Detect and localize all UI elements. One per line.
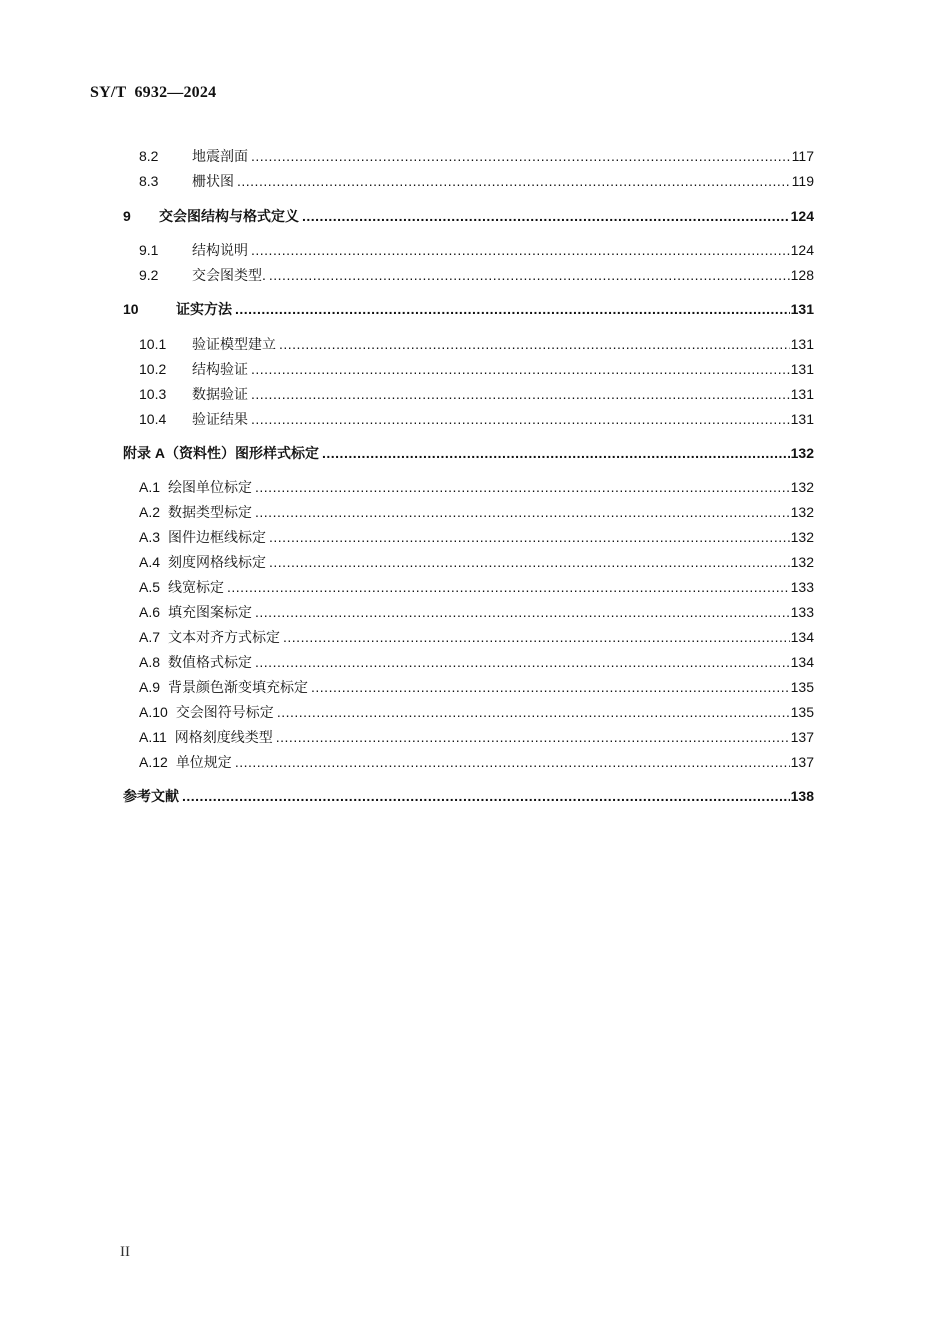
toc-entry-page: 134 xyxy=(790,654,814,670)
toc-dot-leader xyxy=(251,408,790,430)
toc-entry-number: A.12 xyxy=(139,754,168,770)
toc-dot-leader xyxy=(182,785,790,807)
toc-entry-title: 验证模型建立 xyxy=(192,336,276,352)
toc-entry-page: 132 xyxy=(790,504,814,520)
toc-entry-title: 图件边框线标定 xyxy=(168,529,267,545)
toc-entry[interactable] xyxy=(139,576,814,598)
toc-entry-number: A.9 xyxy=(139,679,161,695)
toc-entry-number: A.2 xyxy=(139,504,161,520)
toc-entry-page: 132 xyxy=(790,445,814,461)
toc-entry[interactable] xyxy=(139,726,814,748)
toc-entry[interactable] xyxy=(139,501,814,523)
toc-entry-number: 10.4 xyxy=(139,411,167,427)
toc-entry-title: 刻度网格线标定 xyxy=(168,554,267,570)
toc-entry-page: 133 xyxy=(790,604,814,620)
toc-entry[interactable] xyxy=(139,264,814,286)
toc-dot-leader xyxy=(235,298,790,320)
toc-entry-page: 138 xyxy=(790,788,814,804)
toc-entry-title: 文本对齐方式标定 xyxy=(168,629,281,645)
toc-dot-leader xyxy=(302,205,790,227)
toc-entry-page: 132 xyxy=(790,529,814,545)
toc-dot-leader xyxy=(251,383,790,405)
toc-dot-leader xyxy=(269,551,790,573)
toc-dot-leader xyxy=(311,676,790,698)
toc-entry[interactable] xyxy=(139,383,814,405)
toc-entry-title: 填充图案标定 xyxy=(168,604,253,620)
toc-entry-title: 线宽标定 xyxy=(168,579,225,595)
toc-entry[interactable] xyxy=(139,601,814,623)
toc-entry-page: 137 xyxy=(790,754,814,770)
toc-entry[interactable] xyxy=(123,298,814,320)
toc-entry-page: 124 xyxy=(790,242,814,258)
toc-entry-title: 地震剖面 xyxy=(192,148,248,164)
toc-entry-page: 131 xyxy=(790,411,814,427)
toc-dot-leader xyxy=(251,239,790,261)
toc-entry-page: 124 xyxy=(790,208,814,224)
toc-entry-number: A.7 xyxy=(139,629,161,645)
toc-entry-title: 栅状图 xyxy=(192,173,234,189)
toc-entry[interactable] xyxy=(139,333,814,355)
toc-dot-leader xyxy=(251,358,790,380)
toc-entry-number: A.4 xyxy=(139,554,161,570)
toc-dot-leader xyxy=(227,576,790,598)
toc-entry-page: 137 xyxy=(790,729,814,745)
toc-dot-leader xyxy=(255,651,790,673)
page-number: II xyxy=(120,1244,130,1260)
toc-entry-title: 证实方法 xyxy=(176,301,232,317)
toc-entry-number: A.1 xyxy=(139,479,161,495)
toc-entry[interactable] xyxy=(139,239,814,261)
toc-entry-page: 134 xyxy=(790,629,814,645)
toc-entry-title: 结构说明 xyxy=(192,242,248,258)
toc-entry-title: 绘图单位标定 xyxy=(168,479,253,495)
toc-entry-page: 131 xyxy=(790,301,814,317)
toc-entry[interactable] xyxy=(123,442,814,464)
toc-entry-page: 132 xyxy=(790,554,814,570)
toc-entry[interactable] xyxy=(139,701,814,723)
toc-entry-number: A.11 xyxy=(139,729,167,745)
toc-entry-page: 135 xyxy=(790,704,814,720)
toc-entry-page: 117 xyxy=(791,148,814,164)
toc-entry-title: 结构验证 xyxy=(192,361,248,377)
toc-dot-leader xyxy=(283,626,790,648)
toc-entry-page: 133 xyxy=(790,579,814,595)
toc-entry-page: 131 xyxy=(790,336,814,352)
toc-entry-title: 参考文献 xyxy=(123,788,179,804)
toc-entry-page: 135 xyxy=(790,679,814,695)
toc-dot-leader xyxy=(251,145,791,167)
toc-dot-leader xyxy=(269,264,790,286)
toc-entry[interactable] xyxy=(123,205,814,227)
toc-entry-number: 10.3 xyxy=(139,386,167,402)
toc-entry-title: 交会图类型. xyxy=(192,267,266,283)
toc-dot-leader xyxy=(255,501,790,523)
toc-entry-title: 验证结果 xyxy=(192,411,248,427)
toc-entry-number: 8.3 xyxy=(139,173,159,189)
document-id: SY/T 6932—2024 xyxy=(90,84,217,101)
toc-entry[interactable] xyxy=(139,526,814,548)
toc-entry[interactable] xyxy=(139,476,814,498)
toc-entry-number: 8.2 xyxy=(139,148,159,164)
toc-entry[interactable] xyxy=(139,651,814,673)
toc-dot-leader xyxy=(269,526,790,548)
toc-entry[interactable] xyxy=(139,551,814,573)
toc-entry-number: A.8 xyxy=(139,654,161,670)
toc-entry[interactable] xyxy=(139,358,814,380)
toc-entry-page: 119 xyxy=(791,173,814,189)
toc-entry-number: 9.2 xyxy=(139,267,159,283)
toc-entry-title: 附录 A（资料性）图形样式标定 xyxy=(123,445,319,461)
toc-entry-number: A.10 xyxy=(139,704,168,720)
toc-dot-leader xyxy=(255,476,790,498)
toc-entry-number: A.6 xyxy=(139,604,161,620)
toc-entry-number: 9.1 xyxy=(139,242,159,258)
toc-entry-title: 网格刻度线类型 xyxy=(174,729,273,745)
toc-entry[interactable] xyxy=(139,626,814,648)
toc-entry-page: 131 xyxy=(790,386,814,402)
toc-entry[interactable] xyxy=(139,676,814,698)
toc-entry[interactable] xyxy=(139,751,814,773)
toc-entry-page: 131 xyxy=(790,361,814,377)
toc-entry-title: 单位规定 xyxy=(175,754,232,770)
toc-entry[interactable] xyxy=(123,785,814,807)
toc-entry[interactable] xyxy=(139,170,814,192)
toc-entry-title: 数据类型标定 xyxy=(168,504,253,520)
toc-dot-leader xyxy=(237,170,791,192)
toc-entry-title: 数据验证 xyxy=(192,386,248,402)
toc-dot-leader xyxy=(279,333,790,355)
toc-dot-leader xyxy=(277,701,790,723)
toc-dot-leader xyxy=(276,726,790,748)
toc-dot-leader xyxy=(235,751,790,773)
toc-entry-title: 数值格式标定 xyxy=(168,654,253,670)
toc-entry-number: 10 xyxy=(123,301,139,317)
toc-entry-number: A.5 xyxy=(139,579,161,595)
toc-entry-page: 128 xyxy=(790,267,814,283)
toc-entry-number: 10.2 xyxy=(139,361,167,377)
toc-entry-number: A.3 xyxy=(139,529,161,545)
toc-entry-title: 交会图符号标定 xyxy=(175,704,274,720)
toc-entry-title: 背景颜色渐变填充标定 xyxy=(168,679,309,695)
toc-entry-page: 132 xyxy=(790,479,814,495)
toc-entry-number: 10.1 xyxy=(139,336,167,352)
toc-entry-title: 交会图结构与格式定义 xyxy=(159,208,299,224)
toc-entry[interactable] xyxy=(139,145,814,167)
toc-entry[interactable] xyxy=(139,408,814,430)
toc-dot-leader xyxy=(255,601,790,623)
toc-dot-leader xyxy=(322,442,790,464)
toc-entry-number: 9 xyxy=(123,208,131,224)
